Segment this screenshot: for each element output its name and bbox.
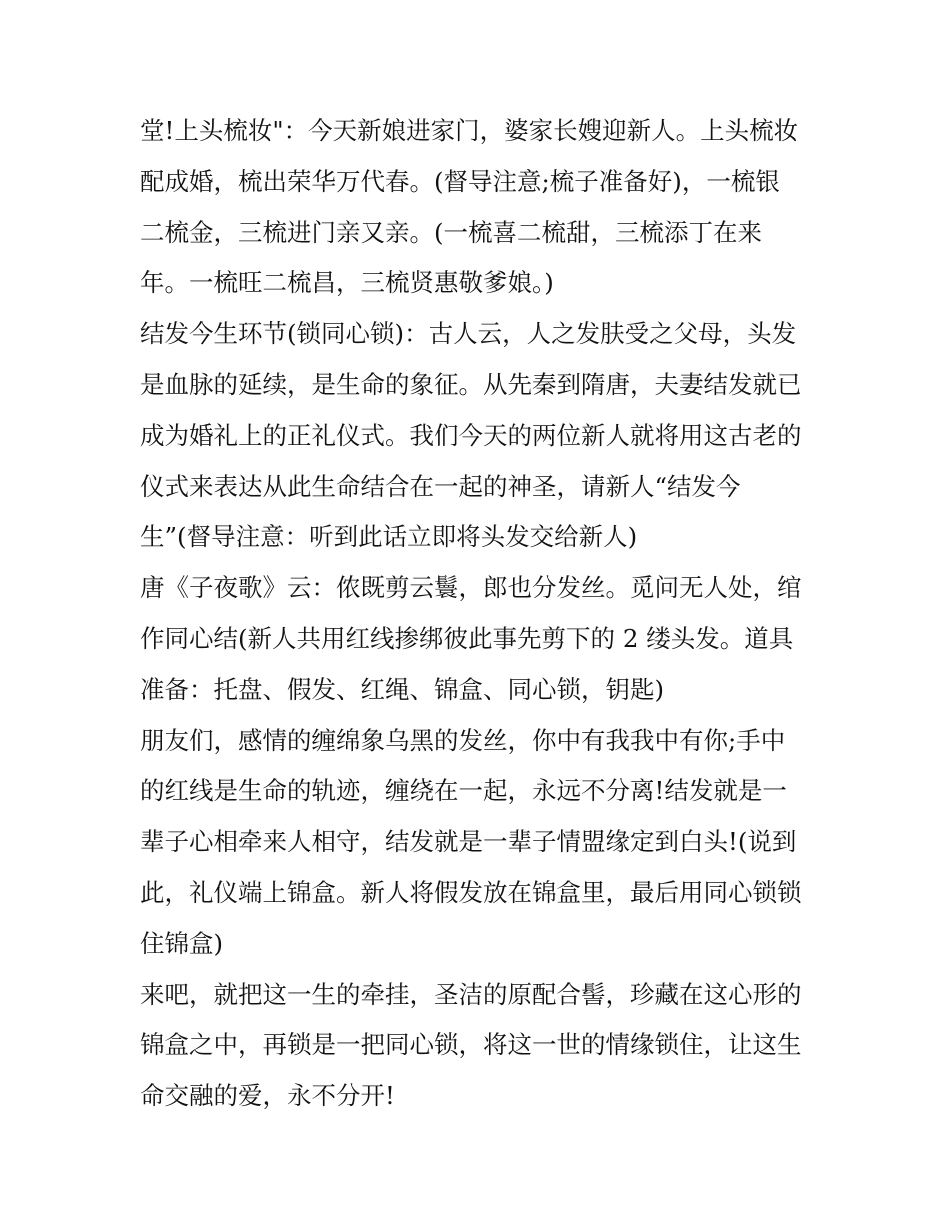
text-line: 是血脉的延续，是生命的象征。从先秦到隋唐，夫妻结发就已	[140, 369, 802, 399]
text-line: 结发今生环节(锁同心锁)：古人云，人之发肤受之父母，头发	[140, 319, 797, 349]
text-line: 的红线是生命的轨迹，缠绕在一起，永远不分离!结发就是一	[140, 776, 787, 806]
text-line: 命交融的爱，永不分开!	[140, 1081, 395, 1111]
text-line: 住锦盒)	[140, 928, 224, 958]
text-line: 二梳金，三梳进门亲又亲。(一梳喜二梳甜，三梳添丁在来	[140, 217, 763, 247]
text-line: 年。一梳旺二梳昌，三梳贤惠敬爹娘。)	[140, 268, 554, 298]
text-line: 此，礼仪端上锦盒。新人将假发放在锦盒里，最后用同心锁锁	[140, 877, 802, 907]
text-line: 来吧，就把这一生的牵挂，圣洁的原配合髻，珍藏在这心形的	[140, 979, 802, 1009]
text-line: 朋友们，感情的缠绵象乌黑的发丝，你中有我我中有你;手中	[140, 725, 786, 755]
text-line: 辈子心相牵来人相守，结发就是一辈子情盟缘定到白头!(说到	[140, 827, 797, 857]
text-line: 作同心结(新人共用红线掺绑彼此事先剪下的 2 缕头发。道具	[140, 623, 794, 653]
text-line: 唐《子夜歌》云：侬既剪云鬟，郎也分发丝。觅问无人处，绾	[140, 573, 802, 603]
text-line: 锦盒之中，再锁是一把同心锁，将这一世的情缘锁住，让这生	[140, 1030, 802, 1060]
text-line: 生”(督导注意：听到此话立即将头发交给新人)	[140, 522, 638, 552]
text-line: 仪式来表达从此生命结合在一起的神圣，请新人“结发今	[140, 471, 741, 501]
document-body	[140, 106, 820, 1122]
text-line: 准备：托盘、假发、红绳、锦盒、同心锁，钥匙)	[140, 674, 665, 704]
text-line: 堂!上头梳妆"：今天新娘进家门，婆家长嫂迎新人。上头梳妆	[140, 116, 799, 145]
text-line: 成为婚礼上的正礼仪式。我们今天的两位新人就将用这古老的	[140, 420, 802, 450]
text-line: 配成婚，梳出荣华万代春。(督导注意;梳子准备好)，一梳银	[140, 166, 780, 196]
